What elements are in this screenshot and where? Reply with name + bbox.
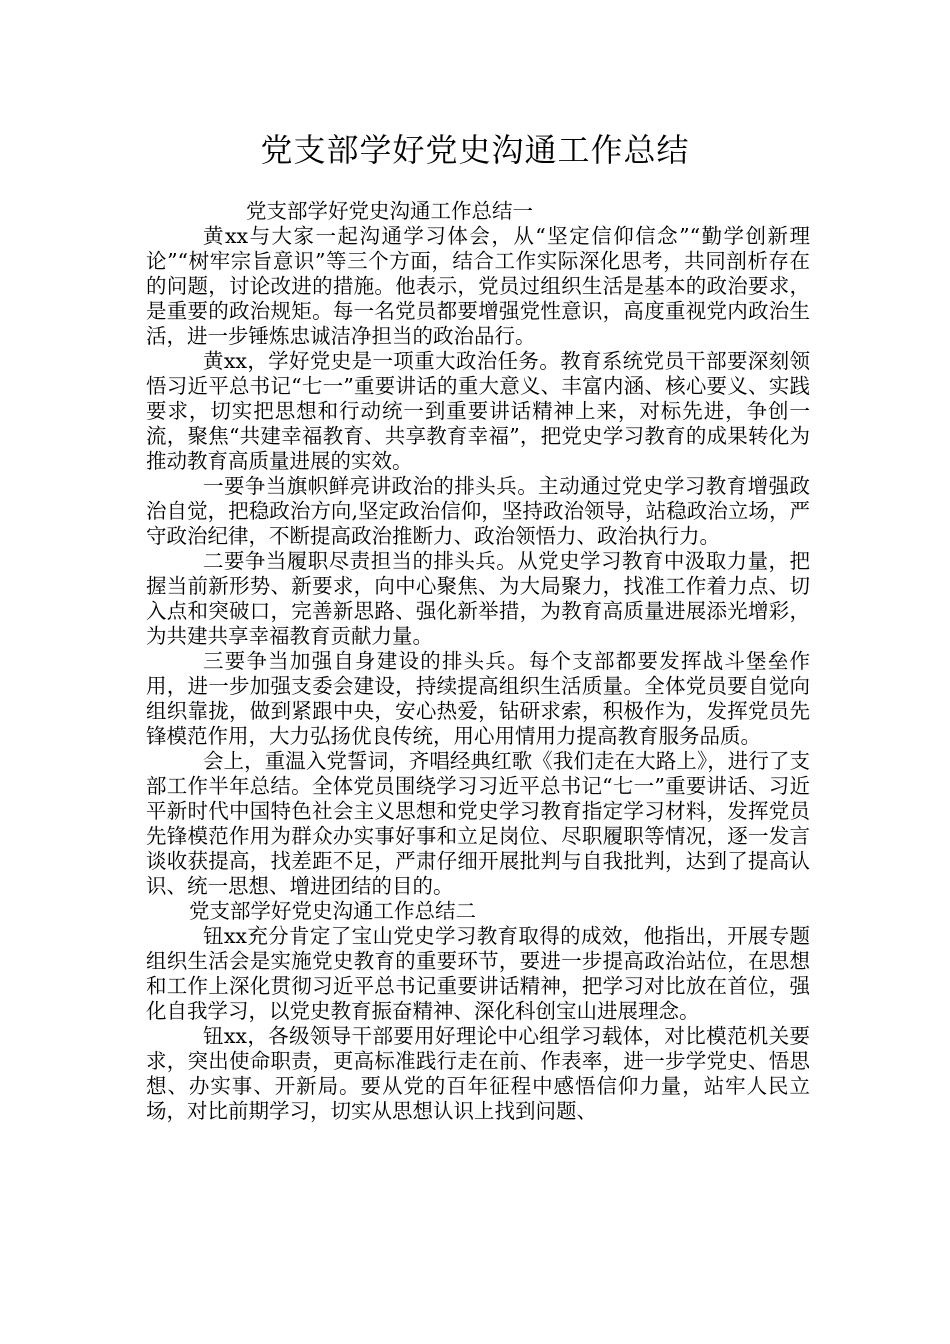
paragraph: 黄xx与大家一起沟通学习体会，从“坚定信仰信念”“勤学创新理论”“树牢宗旨意识”等三个方面，结合工作实际深化思考，共同剖析存在的问题，讨论改进的措施。他表示，党员过组织生活是基本的政治要求，是重要的政治规矩。每一名党员都要增强党性意识，高度重视党内政治生活，进一步锤炼忠诚洁净担当的政治品行。	[146, 224, 810, 348]
paragraph: 三要争当加强自身建设的排头兵。每个支部都要发挥战斗堡垒作用，进一步加强支委会建设，持续提高组织生活质量。全体党员要自觉向组织靠拢，做到紧跟中央，安心热爱，钻研求索，积极作为，发挥党员先锋模范作用，大力弘扬优良传统，用心用情用力提高教育服务品质。	[146, 649, 810, 748]
document-title: 党支部学好党史沟通工作总结	[260, 131, 690, 169]
document-body	[146, 199, 810, 1124]
paragraph: 一要争当旗帜鲜亮讲政治的排头兵。主动通过党史学习教育增强政治自觉，把稳政治方向,坚定政治信仰，坚持政治领导，站稳政治立场，严守政治纪律，不断提高政治推断力、政治领悟力、政治执行力。	[146, 474, 810, 548]
paragraph: 钮xx充分肯定了宝山党史学习教育取得的成效，他指出，开展专题组织生活会是实施党史教育的重要环节，要进一步提高政治站位，在思想和工作上深化贯彻习近平总书记重要讲话精神，把学习对比放在首位，强化自我学习，以党史教育振奋精神、深化科创宝山进展理念。	[146, 924, 810, 1023]
paragraph: 黄xx，学好党史是一项重大政治任务。教育系统党员干部要深刻领悟习近平总书记“七一”重要讲话的重大意义、丰富内涵、核心要义、实践要求，切实把思想和行动统一到重要讲话精神上来，对标先进，争创一流，聚焦“共建幸福教育、共享教育幸福”，把党史学习教育的成果转化为推动教育高质量进展的实效。	[146, 349, 810, 473]
paragraph: 钮xx，各级领导干部要用好理论中心组学习载体，对比模范机关要求，突出使命职责，更高标准践行走在前、作表率，进一步学党史、悟思想、办实事、开新局。要从党的百年征程中感悟信仰力量，站牢人民立场，对比前期学习，切实从思想认识上找到问题、	[146, 1024, 810, 1123]
section-heading-1: 党支部学好党史沟通工作总结一	[246, 199, 533, 223]
section-heading-2: 党支部学好党史沟通工作总结二	[189, 899, 476, 923]
paragraph: 二要争当履职尽责担当的排头兵。从党史学习教育中汲取力量，把握当前新形势、新要求，向中心聚焦、为大局聚力，找准工作着力点、切入点和突破口，完善新思路、强化新举措，为教育高质量进展添光增彩，为共建共享幸福教育贡献力量。	[146, 549, 810, 648]
paragraph: 会上，重温入党誓词，齐唱经典红歌《我们走在大路上》，进行了支部工作半年总结。全体党员围绕学习习近平总书记“七一”重要讲话、习近平新时代中国特色社会主义思想和党史学习教育指定学习材料，发挥党员先锋模范作用为群众办实事好事和立足岗位、尽职履职等情况，逐一发言谈收获提高，找差距不足，严肃仔细开展批判与自我批判，达到了提高认识、统一思想、增进团结的目的。	[146, 749, 810, 898]
